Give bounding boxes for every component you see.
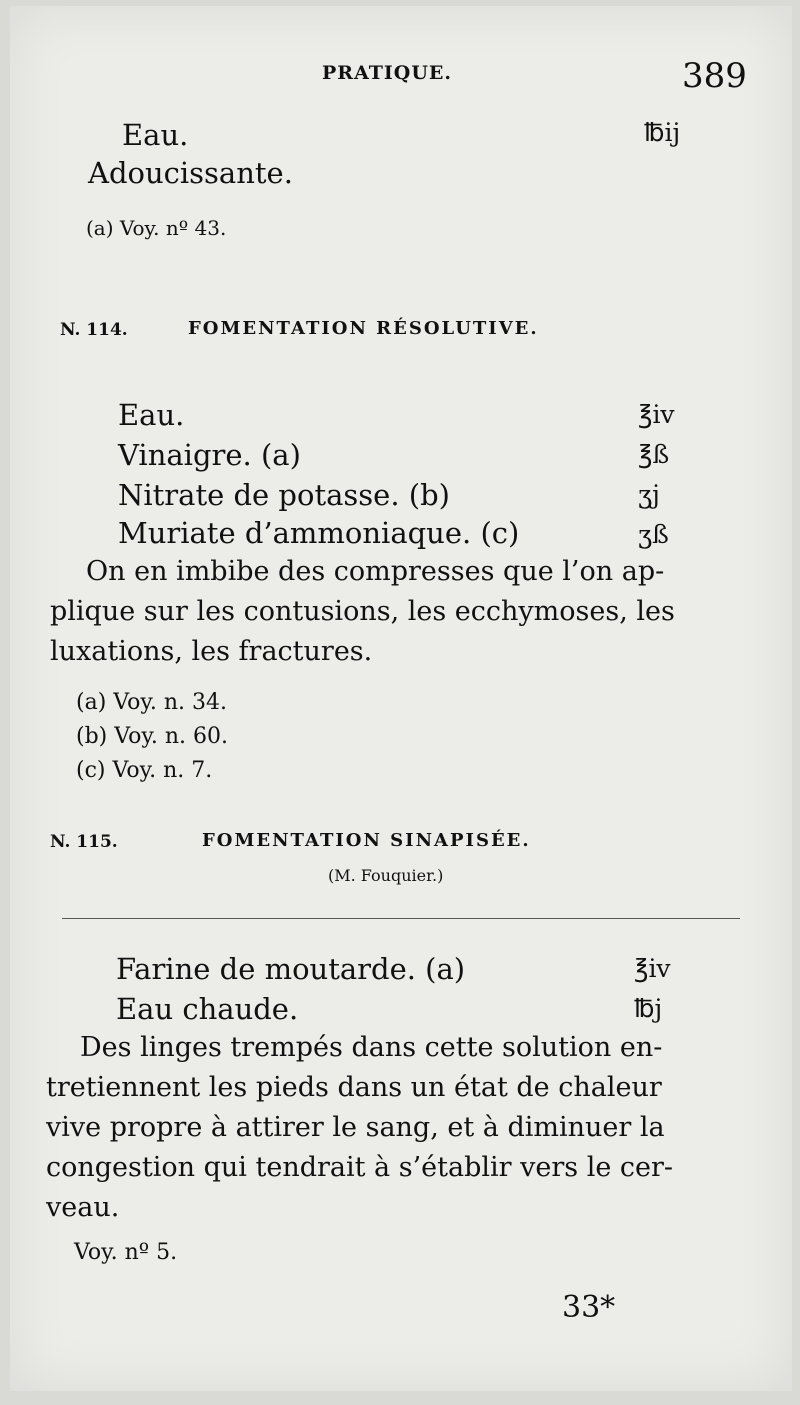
printer-signature: 33* [562, 1290, 616, 1325]
paragraph-line: congestion qui tendrait à s’établir vers le cer- [46, 1152, 674, 1183]
ingredient-name: Vinaigre. (a) [118, 438, 301, 472]
paragraph-line: vive propre à attirer le sang, et à diminuer la [46, 1112, 665, 1143]
ingredient-name: Eau. [122, 118, 189, 152]
recipe-author: (M. Fouquier.) [328, 866, 444, 885]
ingredient-quantity: ℔j [634, 994, 663, 1023]
ingredient-quantity: ℥iv [634, 954, 671, 983]
paragraph-line: Des linges trempés dans cette solution en- [80, 1032, 663, 1063]
ingredient-name: Farine de moutarde. (a) [116, 952, 466, 986]
recipe-title: FOMENTATION SINAPISÉE. [202, 830, 531, 851]
paragraph-line: veau. [46, 1192, 120, 1223]
paragraph-line: On en imbibe des compresses que l’on ap- [86, 556, 665, 587]
running-title: PRATIQUE. [322, 62, 453, 84]
footnote: (a) Voy. nº 43. [86, 216, 227, 240]
footnote: Voy. nº 5. [74, 1240, 178, 1265]
ingredient-name: Nitrate de potasse. (b) [118, 478, 450, 512]
footnote: (c) Voy. n. 7. [76, 758, 213, 783]
paragraph-line: tretiennent les pieds dans un état de chaleur [46, 1072, 662, 1103]
footnote: (a) Voy. n. 34. [76, 690, 228, 715]
footnote: (b) Voy. n. 60. [76, 724, 228, 749]
ingredient-name: Muriate d’ammoniaque. (c) [118, 516, 520, 550]
book-page [10, 6, 792, 1391]
paragraph-line: plique sur les contusions, les ecchymoses, les [50, 596, 675, 627]
ingredient-quantity: ℥ß [638, 440, 670, 469]
ingredient-quantity: ℔ij [644, 118, 681, 147]
recipe-number: N. 114. [60, 320, 128, 340]
divider-rule [62, 918, 740, 919]
ingredient-quantity: ʒj [638, 480, 660, 509]
page-number: 389 [682, 56, 747, 96]
paragraph-line: luxations, les fractures. [50, 636, 373, 667]
ingredient-quantity: ℥iv [638, 400, 675, 429]
recipe-number: N. 115. [50, 832, 118, 852]
recipe-title: FOMENTATION RÉSOLUTIVE. [188, 318, 539, 339]
ingredient-name: Eau chaude. [116, 992, 299, 1026]
ingredient-quantity: ʒß [638, 520, 669, 549]
ingredient-name: Eau. [118, 398, 185, 432]
ingredient-name: Adoucissante. [88, 156, 293, 190]
